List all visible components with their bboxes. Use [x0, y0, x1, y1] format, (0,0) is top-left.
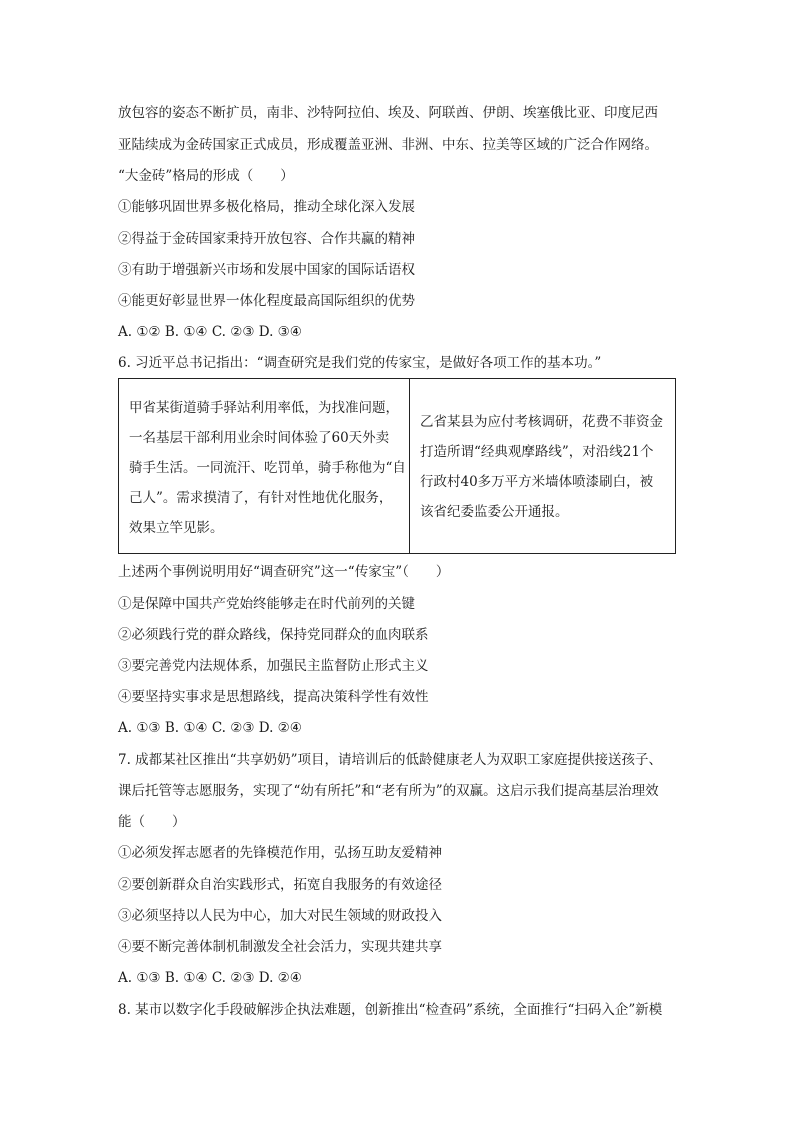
q5-option: ①能够巩固世界多极化格局，推动全球化深入发展: [118, 199, 415, 215]
q7-stem-line: 课后托管等志愿服务，实现了“幼有所托”和“老有所为”的双赢。这启示我们提高基层治理效: [118, 783, 659, 799]
q7-stem-line: 7. 成都某社区推出“共享奶奶”项目，请培训后的低龄健康老人为双职工家庭提供接送孩子、: [118, 752, 662, 768]
q7-question: 能（ ）: [118, 814, 186, 830]
q6-option: ②必须践行党的群众路线，保持党同群众的血肉联系: [118, 627, 429, 643]
q6-comparison-table: [118, 378, 676, 554]
case-b-line: 乙省某县为应付考核调研，花费不菲资金: [420, 414, 663, 430]
q7-option: ③必须坚持以人民为中心，加大对民生领域的财政投入: [118, 908, 442, 924]
case-b-line: 打造所谓“经典观摩路线”，对沿线21个: [420, 444, 654, 460]
q5-option: ④能更好彰显世界一体化程度最高国际组织的优势: [118, 293, 415, 309]
q5-answer-choices: A. ①② B. ①④ C. ②③ D. ③④: [118, 324, 302, 340]
case-a-line: 己人”。需求摸清了，有针对性地优化服务，: [129, 490, 393, 506]
case-a-cell: [119, 379, 410, 554]
q6-option: ③要完善党内法规体系，加强民主监督防止形式主义: [118, 658, 429, 674]
table-row: [119, 379, 676, 554]
case-b-cell: [410, 379, 676, 554]
q5-text-line: 放包容的姿态不断扩员，南非、沙特阿拉伯、埃及、阿联酋、伊朗、埃塞俄比亚、印度尼西: [118, 105, 658, 121]
case-a-line: 骑手生活。一同流汗、吃罚单，骑手称他为“自: [129, 460, 406, 476]
q6-answer-choices: A. ①③ B. ①④ C. ②③ D. ②④: [118, 720, 302, 736]
q6-stem: 6. 习近平总书记指出：“调查研究是我们党的传家宝，是做好各项工作的基本功。”: [118, 355, 602, 371]
case-b-line: 该省纪委监委公开通报。: [420, 504, 569, 520]
q5-question: “大金砖”格局的形成（ ）: [118, 168, 294, 184]
q5-option: ③有助于增强新兴市场和发展中国家的国际话语权: [118, 262, 415, 278]
q7-option: ④要不断完善体制机制激发全社会活力，实现共建共享: [118, 939, 442, 955]
q7-option: ①必须发挥志愿者的先锋模范作用，弘扬互助友爱精神: [118, 845, 442, 861]
case-a-line: 一名基层干部利用业余时间体验了60天外卖: [129, 430, 390, 446]
q6-question: 上述两个事例说明用好“调查研究”这一“传家宝”（ ）: [118, 564, 450, 580]
q5-text-line: 亚陆续成为金砖国家正式成员，形成覆盖亚洲、非洲、中东、拉美等区域的广泛合作网络。: [118, 137, 658, 153]
q6-option: ①是保障中国共产党始终能够走在时代前列的关键: [118, 596, 415, 612]
case-a-line: 甲省某街道骑手驿站利用率低，为找准问题，: [129, 400, 399, 416]
q7-option: ②要创新群众自治实践形式，拓宽自我服务的有效途径: [118, 877, 442, 893]
case-b-line: 行政村40多万平方米墙体喷漆刷白，被: [420, 474, 654, 490]
case-a-line: 效果立竿见影。: [129, 520, 224, 536]
q8-stem-line: 8. 某市以数字化手段破解涉企执法难题，创新推出“检查码”系统，全面推行“扫码入企”新模: [118, 1002, 663, 1018]
q5-option: ②得益于金砖国家秉持开放包容、合作共赢的精神: [118, 231, 415, 247]
q7-answer-choices: A. ①③ B. ①④ C. ②③ D. ②④: [118, 970, 302, 986]
q6-option: ④要坚持实事求是思想路线，提高决策科学性有效性: [118, 689, 429, 705]
